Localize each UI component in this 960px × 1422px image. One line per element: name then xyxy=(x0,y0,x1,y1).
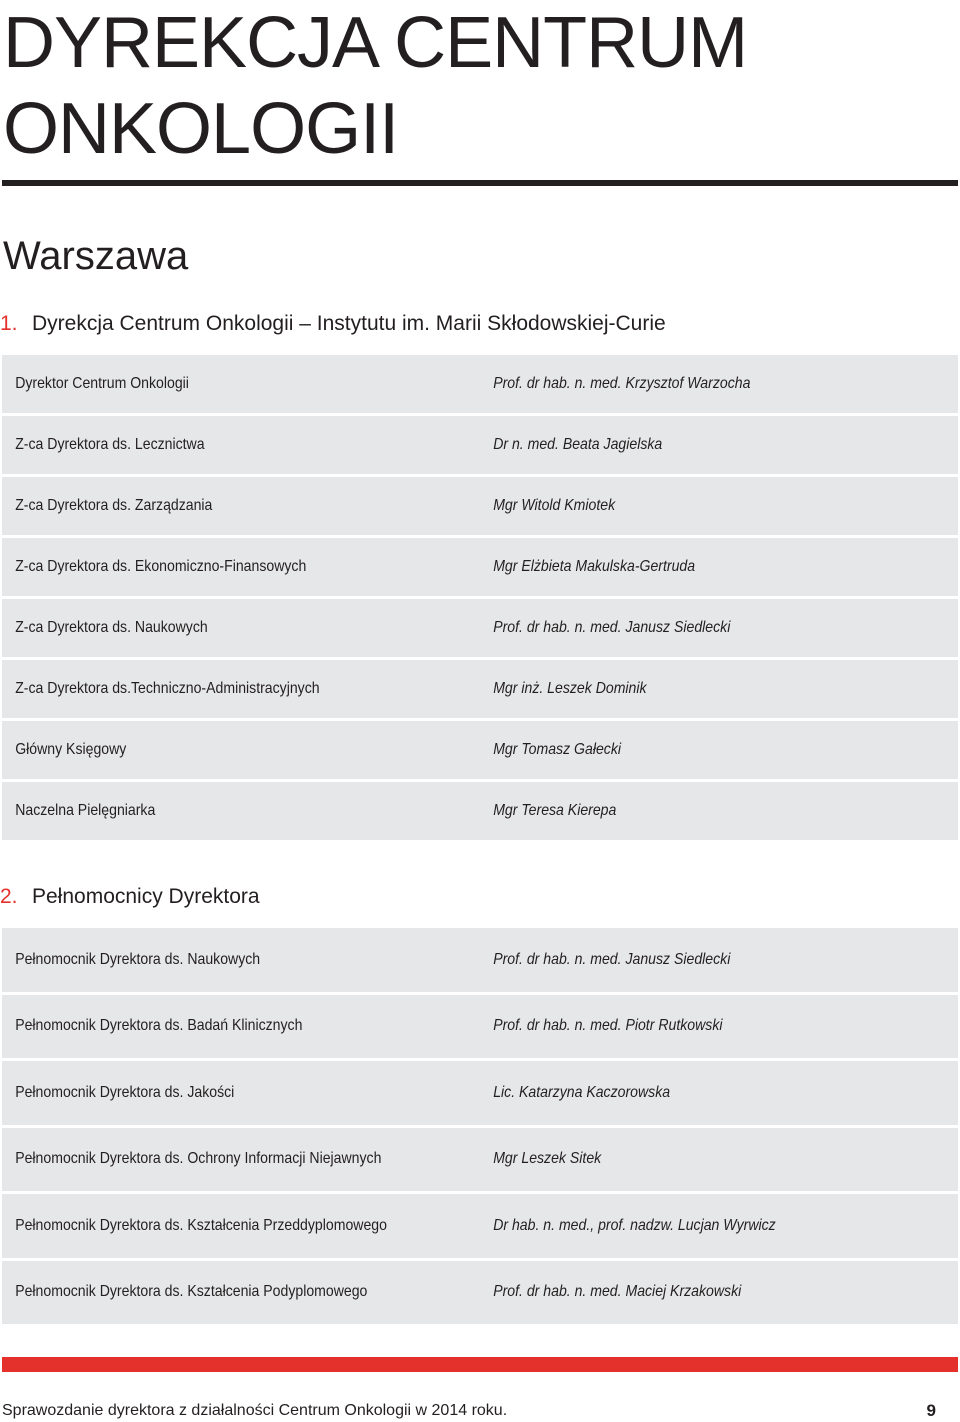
table-row xyxy=(2,928,958,992)
person-cell: Mgr Tomasz Gałecki xyxy=(493,741,622,758)
person-cell: Mgr Elżbieta Makulska-Gertruda xyxy=(493,558,696,575)
section-1-title: Dyrekcja Centrum Onkologii – Instytutu im. Marii Skłodowskiej-Curie xyxy=(32,312,666,335)
table-row xyxy=(2,782,958,840)
person-cell: Dr hab. n. med., prof. nadzw. Lucjan Wyrwicz xyxy=(493,1216,776,1234)
table-row xyxy=(2,538,958,596)
person-cell: Mgr Teresa Kierepa xyxy=(493,802,617,819)
person-cell: Prof. dr hab. n. med. Janusz Siedlecki xyxy=(493,619,731,636)
footer-accent-bar xyxy=(2,1357,958,1372)
title-divider xyxy=(2,180,958,186)
person-cell: Prof. dr hab. n. med. Maciej Krzakowski xyxy=(493,1283,742,1301)
role-cell: Z-ca Dyrektora ds. Lecznictwa xyxy=(15,436,205,453)
person-cell: Mgr inż. Leszek Dominik xyxy=(493,680,647,697)
table-row xyxy=(2,355,958,413)
role-cell: Naczelna Pielęgniarka xyxy=(15,802,156,819)
table-row xyxy=(2,1194,958,1258)
role-cell: Pełnomocnik Dyrektora ds. Ochrony Informacji Niejawnych xyxy=(15,1150,382,1168)
role-cell: Pełnomocnik Dyrektora ds. Jakości xyxy=(15,1083,235,1101)
role-cell: Z-ca Dyrektora ds. Naukowych xyxy=(15,619,208,636)
role-cell: Z-ca Dyrektora ds. Zarządzania xyxy=(15,497,213,514)
table-row xyxy=(2,995,958,1059)
table-row xyxy=(2,599,958,657)
table-row xyxy=(2,1061,958,1125)
table-row xyxy=(2,1261,958,1325)
table-row xyxy=(2,660,958,718)
section-2-heading xyxy=(0,883,260,911)
page-title xyxy=(3,0,747,172)
table-row xyxy=(2,1128,958,1192)
section-2-number: 2. xyxy=(0,885,18,908)
role-cell: Główny Księgowy xyxy=(15,741,127,758)
person-cell: Dr n. med. Beata Jagielska xyxy=(493,436,663,453)
plenipotentiaries-table xyxy=(2,928,958,1327)
role-cell: Pełnomocnik Dyrektora ds. Kształcenia Przeddyplomowego xyxy=(15,1216,387,1234)
title-line-2: ONKOLOGII xyxy=(3,89,399,169)
directors-table xyxy=(2,355,958,843)
person-cell: Lic. Katarzyna Kaczorowska xyxy=(493,1083,671,1101)
section-1-heading xyxy=(0,310,666,338)
person-cell: Mgr Leszek Sitek xyxy=(493,1150,602,1168)
footer-text: Sprawozdanie dyrektora z działalności Centrum Onkologii w 2014 roku. xyxy=(2,1402,508,1419)
city-heading: Warszawa xyxy=(3,234,189,278)
title-line-1: DYREKCJA CENTRUM xyxy=(3,3,748,83)
section-2-title: Pełnomocnicy Dyrektora xyxy=(32,885,260,908)
table-row xyxy=(2,477,958,535)
role-cell: Z-ca Dyrektora ds.Techniczno-Administracyjnych xyxy=(15,680,320,697)
role-cell: Dyrektor Centrum Onkologii xyxy=(15,375,189,392)
person-cell: Prof. dr hab. n. med. Piotr Rutkowski xyxy=(493,1017,723,1035)
role-cell: Pełnomocnik Dyrektora ds. Badań Klinicznych xyxy=(15,1017,303,1035)
person-cell: Prof. dr hab. n. med. Janusz Siedlecki xyxy=(493,950,731,968)
role-cell: Z-ca Dyrektora ds. Ekonomiczno-Finansowych xyxy=(15,558,307,575)
person-cell: Prof. dr hab. n. med. Krzysztof Warzocha xyxy=(493,375,751,392)
table-row xyxy=(2,416,958,474)
section-1-number: 1. xyxy=(0,312,18,335)
role-cell: Pełnomocnik Dyrektora ds. Naukowych xyxy=(15,950,261,968)
page-number: 9 xyxy=(926,1401,936,1420)
table-row xyxy=(2,721,958,779)
role-cell: Pełnomocnik Dyrektora ds. Kształcenia Podyplomowego xyxy=(15,1283,368,1301)
person-cell: Mgr Witold Kmiotek xyxy=(493,497,616,514)
